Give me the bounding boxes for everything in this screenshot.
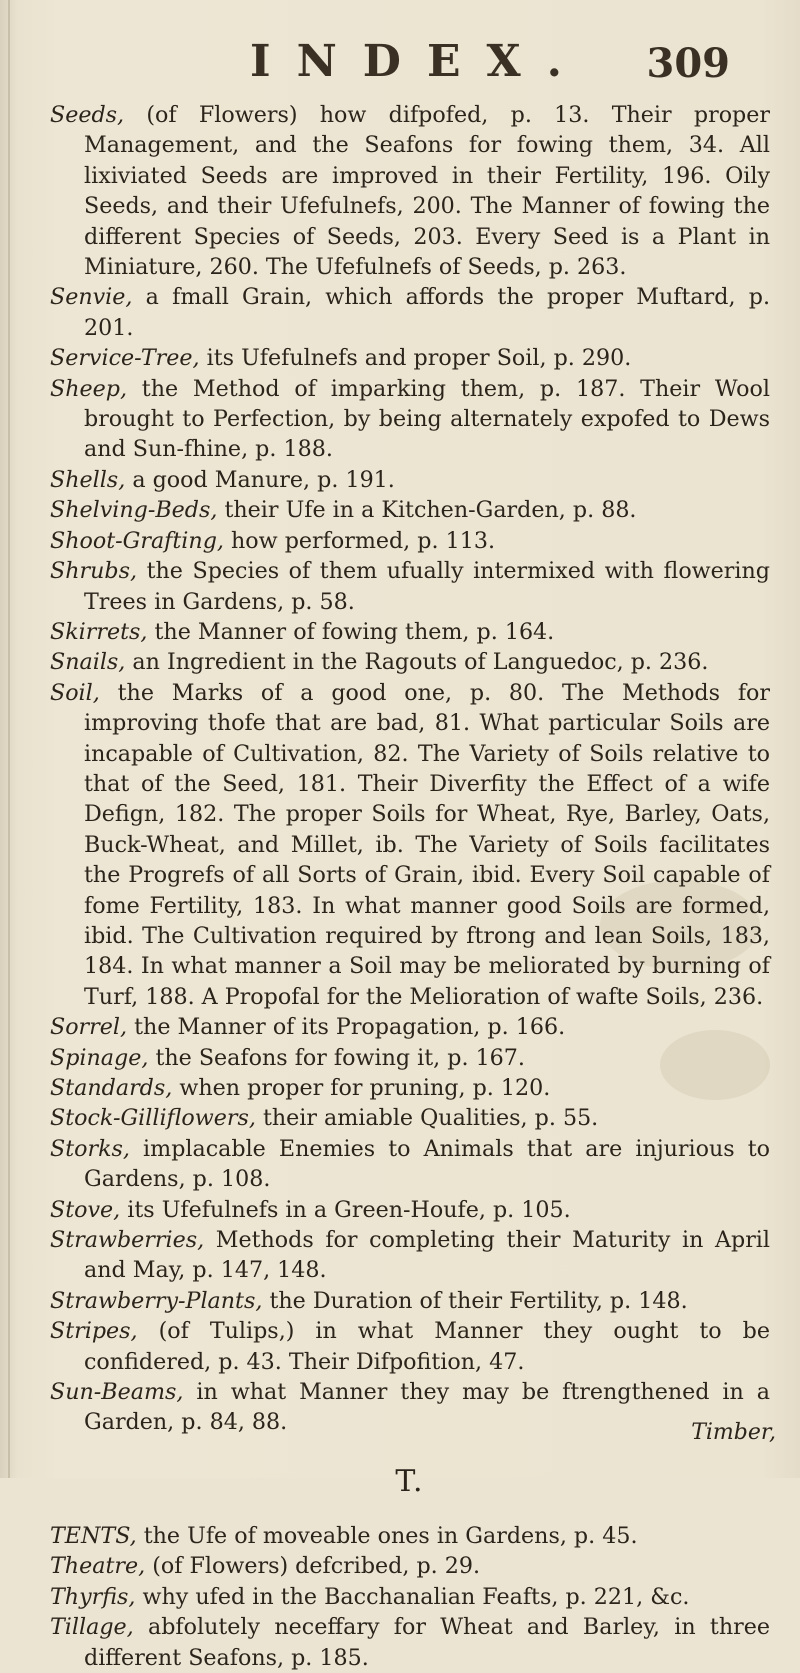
entry-headword: Sorrel, [50,1014,128,1041]
entry-text: implacable Enemies to Animals that are injurious to Gardens, p. 108. [84,1135,770,1193]
entry-headword: Strawberries, [50,1227,205,1254]
entry-headword: Tillage, [50,1614,134,1641]
index-entry [50,465,770,495]
index-entry [50,343,770,373]
entry-text: (of Flowers) defcribed, p. 29. [145,1553,481,1580]
entry-text: the Species of them ufually intermixed with flowering Trees in Gardens, p. 58. [84,558,770,615]
entry-headword: Stripes, [50,1318,138,1345]
index-entry [50,617,770,647]
index-entry [50,1012,770,1042]
index-entry [50,526,770,556]
entry-headword: Skirrets, [50,618,148,645]
index-entry [50,282,770,343]
entry-headword: Stock-Gilliflowers, [50,1105,256,1132]
entry-text: in what Manner they may be ftrengthened in a Garden, p. 84, 88. [84,1379,770,1436]
entry-headword: Soil, [50,679,100,706]
entry-headword: TENTS, [50,1522,137,1549]
entry-headword: Theatre, [50,1553,146,1580]
entry-headword: Shrubs, [50,558,138,585]
entry-headword: Stove, [50,1196,121,1223]
index-entry [50,1582,770,1612]
entry-headword: Shelving-Beds, [50,497,218,524]
entry-headword: Seeds, [50,102,125,128]
index-entry [50,556,770,617]
entry-text: the Duration of their Fertility, p. 148. [262,1287,688,1314]
index-entry [50,678,770,1012]
index-entry [50,495,770,525]
page-number: 309 [646,40,730,87]
index-entry [50,1073,770,1103]
entry-headword: Spinage, [50,1044,149,1071]
entry-text: the Seafons for fowing it, p. 167. [148,1044,525,1071]
entry-headword: Sun-Beams, [50,1379,184,1406]
entry-text: the Manner of fowing them, p. 164. [147,618,555,645]
section-letter: T. [395,1463,425,1499]
entry-text: its Ufefulnefs in a Green-Houfe, p. 105. [120,1196,571,1223]
catchword: Timber, [691,1420,776,1445]
index-entry [50,1225,770,1286]
entry-text: their amiable Qualities, p. 55. [255,1105,599,1132]
entry-headword: Sheep, [50,375,128,402]
entry-text: how performed, p. 113. [223,527,496,554]
entry-text: the Manner of its Propagation, p. 166. [127,1014,566,1041]
entry-headword: Shells, [50,466,126,493]
index-entry [50,1286,770,1316]
entry-headword: Storks, [50,1135,130,1162]
entry-text: its Ufefulnefs and proper Soil, p. 290. [199,345,632,372]
index-entry [50,1103,770,1133]
index-entries-s [50,100,770,1673]
running-title: INDEX. [250,36,588,87]
entry-text: (of Tulips,) in what Manner they ought to be confidered, p. 43. Their Difpofition, 47. [84,1318,770,1375]
entry-text: a fmall Grain, which affords the proper Muftard, p. 201. [84,284,770,341]
entry-text: when proper for pruning, p. 120. [172,1075,551,1101]
entry-headword: Shoot-Grafting, [50,527,224,554]
index-entry [50,1521,770,1551]
page-gutter-edge [8,0,10,1478]
index-entry [50,1377,770,1438]
entry-text: an Ingredient in the Ragouts of Languedoc, p. 236. [125,649,709,676]
entry-text: why ufed in the Bacchanalian Feafts, p. 221, &c. [135,1583,690,1610]
entry-text: a good Manure, p. 191. [125,466,395,493]
entry-headword: Snails, [50,649,126,676]
index-entry [50,374,770,465]
index-entry [50,647,770,677]
index-entry [50,1612,770,1673]
entry-text: Methods for completing their Maturity in April and May, p. 147, 148. [84,1227,770,1284]
index-entry [50,1316,770,1377]
entry-text: the Marks of a good one, p. 80. The Methods for improving thofe that are bad, 81. What particular Soils are incapable of Cultivation, 82. The Variety of Soils relative to that of the Seed, 181. Their Diverfity the Effect of a wife Defign, 182. The proper Soils for Wheat, Rye, Barley, Oats, Buck-Wheat, and Millet, ib. The Variety of Soils facilitates the Progrefs of all Sorts of Grain, ibid. Every Soil capable of fome Fertility, 183. In what manner good Soils are formed, ibid. The Cultivation required by ftrong and lean Soils, 183, 184. In what manner a Soil may be meliorated by burning of Turf, 188. A Propofal for the Melioration of wafte Soils, 236. [84,679,770,1010]
entry-headword: Senvie, [50,284,133,311]
entry-headword: Thyrfis, [50,1583,136,1610]
entry-text: the Method of imparking them, p. 187. Their Wool brought to Perfection, by being alternately expofed to Dews and Sun-fhine, p. 188. [84,375,770,463]
entry-headword: Service-Tree, [50,345,200,372]
entry-headword: Strawberry-Plants, [50,1287,263,1314]
entry-text: the Ufe of moveable ones in Gardens, p. 45. [136,1522,638,1549]
index-entry [50,1551,770,1581]
index-entry [50,100,770,282]
entry-text: (of Flowers) how difpofed, p. 13. Their proper Management, and the Seafons for fowing them, 34. All lixiviated Seeds are improved in their Fertility, 196. Oily Seeds, and their Ufefulnefs, 200. The Manner of fowing the different Species of Seeds, 203. Every Seed is a Plant in Miniature, 260. The Ufefulnefs of Seeds, p. 263. [84,102,770,281]
entry-text: abfolutely neceffary for Wheat and Barley, in three different Seafons, p. 185. [84,1614,770,1671]
entry-headword: Standards, [50,1075,173,1101]
index-entry [50,1134,770,1195]
entry-text: their Ufe in a Kitchen-Garden, p. 88. [217,497,637,524]
index-entry [50,1043,770,1073]
page-header [250,36,730,96]
index-entry [50,1195,770,1225]
